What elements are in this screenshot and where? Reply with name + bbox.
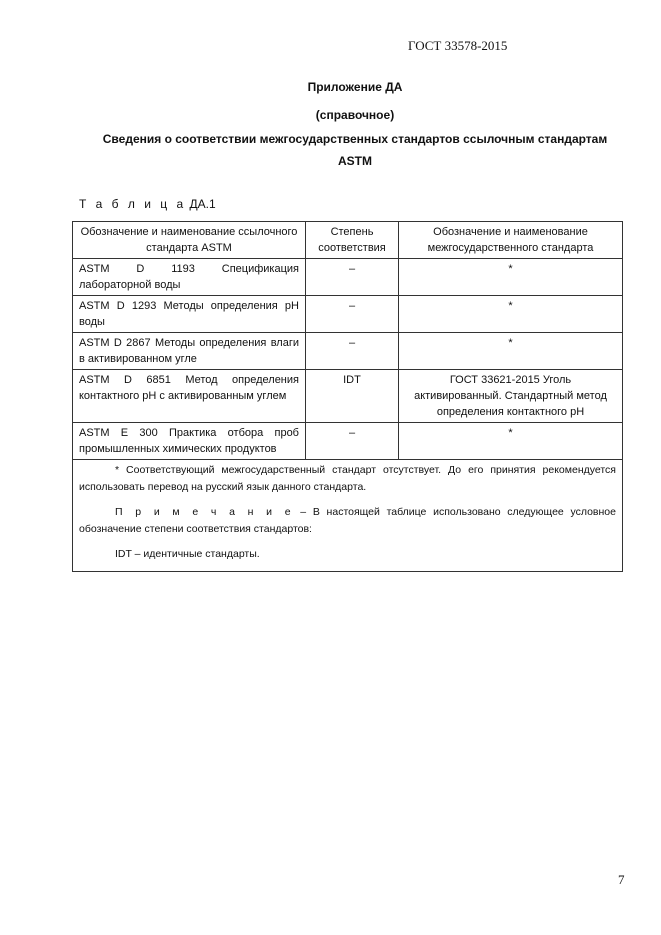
- table-caption-word: Т а б л и ц а: [79, 197, 187, 211]
- reference-standard-cell: ASTM D 1193 Спецификация лабораторной воды: [73, 259, 306, 296]
- degree-cell: –: [306, 423, 399, 460]
- degree-cell: IDT: [306, 370, 399, 423]
- header-national-standard: Обозначение и наименование межгосударственного стандарта: [399, 222, 623, 259]
- reference-standard-cell: ASTM D 1293 Методы определения pH воды: [73, 296, 306, 333]
- header-degree: Степень соответствия: [306, 222, 399, 259]
- table-notes: [73, 460, 623, 572]
- national-standard-cell: *: [399, 296, 623, 333]
- table-row: [73, 423, 623, 460]
- table-header-row: [73, 222, 623, 259]
- note: [79, 504, 616, 538]
- national-standard-cell: *: [399, 333, 623, 370]
- table-row: [73, 370, 623, 423]
- footnote: * Соответствующий межгосударственный стандарт отсутствует. До его принятия рекомендуется использовать перевод на русский язык данного стандарта.: [79, 464, 616, 493]
- note-label: П р и м е ч а н и е: [115, 506, 294, 518]
- table-row: [73, 296, 623, 333]
- reference-standard-cell: ASTM D 2867 Методы определения влаги в активированном угле: [73, 333, 306, 370]
- document-code: ГОСТ 33578-2015: [408, 38, 508, 53]
- table-row: [73, 333, 623, 370]
- national-standard-cell: *: [399, 423, 623, 460]
- table-notes-row: [73, 460, 623, 572]
- appendix-title: Приложение ДА: [307, 80, 403, 94]
- appendix-heading: Сведения о соответствии межгосударственных стандартов ссылочным стандартам ASTM: [102, 132, 608, 168]
- degree-cell: –: [306, 296, 399, 333]
- national-standard-cell: ГОСТ 33621-2015 Уголь активированный. Стандартный метод определения контактного pH: [399, 370, 623, 423]
- reference-standard-cell: ASTM D 6851 Метод определения контактного pH с активированным углем: [73, 370, 306, 423]
- degree-cell: –: [306, 333, 399, 370]
- appendix-status: (справочное): [315, 108, 395, 122]
- correspondence-table: [72, 221, 623, 572]
- page-number: 7: [618, 872, 625, 887]
- reference-standard-cell: ASTM E 300 Практика отбора проб промышленных химических продуктов: [73, 423, 306, 460]
- note-text: – В настоящей таблице использовано следующее условное обозначение степени соответствия стандартов:: [79, 506, 616, 535]
- table-row: [73, 259, 623, 296]
- degree-cell: –: [306, 259, 399, 296]
- national-standard-cell: *: [399, 259, 623, 296]
- header-reference-standard: Обозначение и наименование ссылочного стандарта ASTM: [73, 222, 306, 259]
- idt-definition: IDT – идентичные стандарты.: [115, 548, 260, 560]
- table-caption: [79, 197, 216, 211]
- table-caption-id: ДА.1: [189, 197, 216, 211]
